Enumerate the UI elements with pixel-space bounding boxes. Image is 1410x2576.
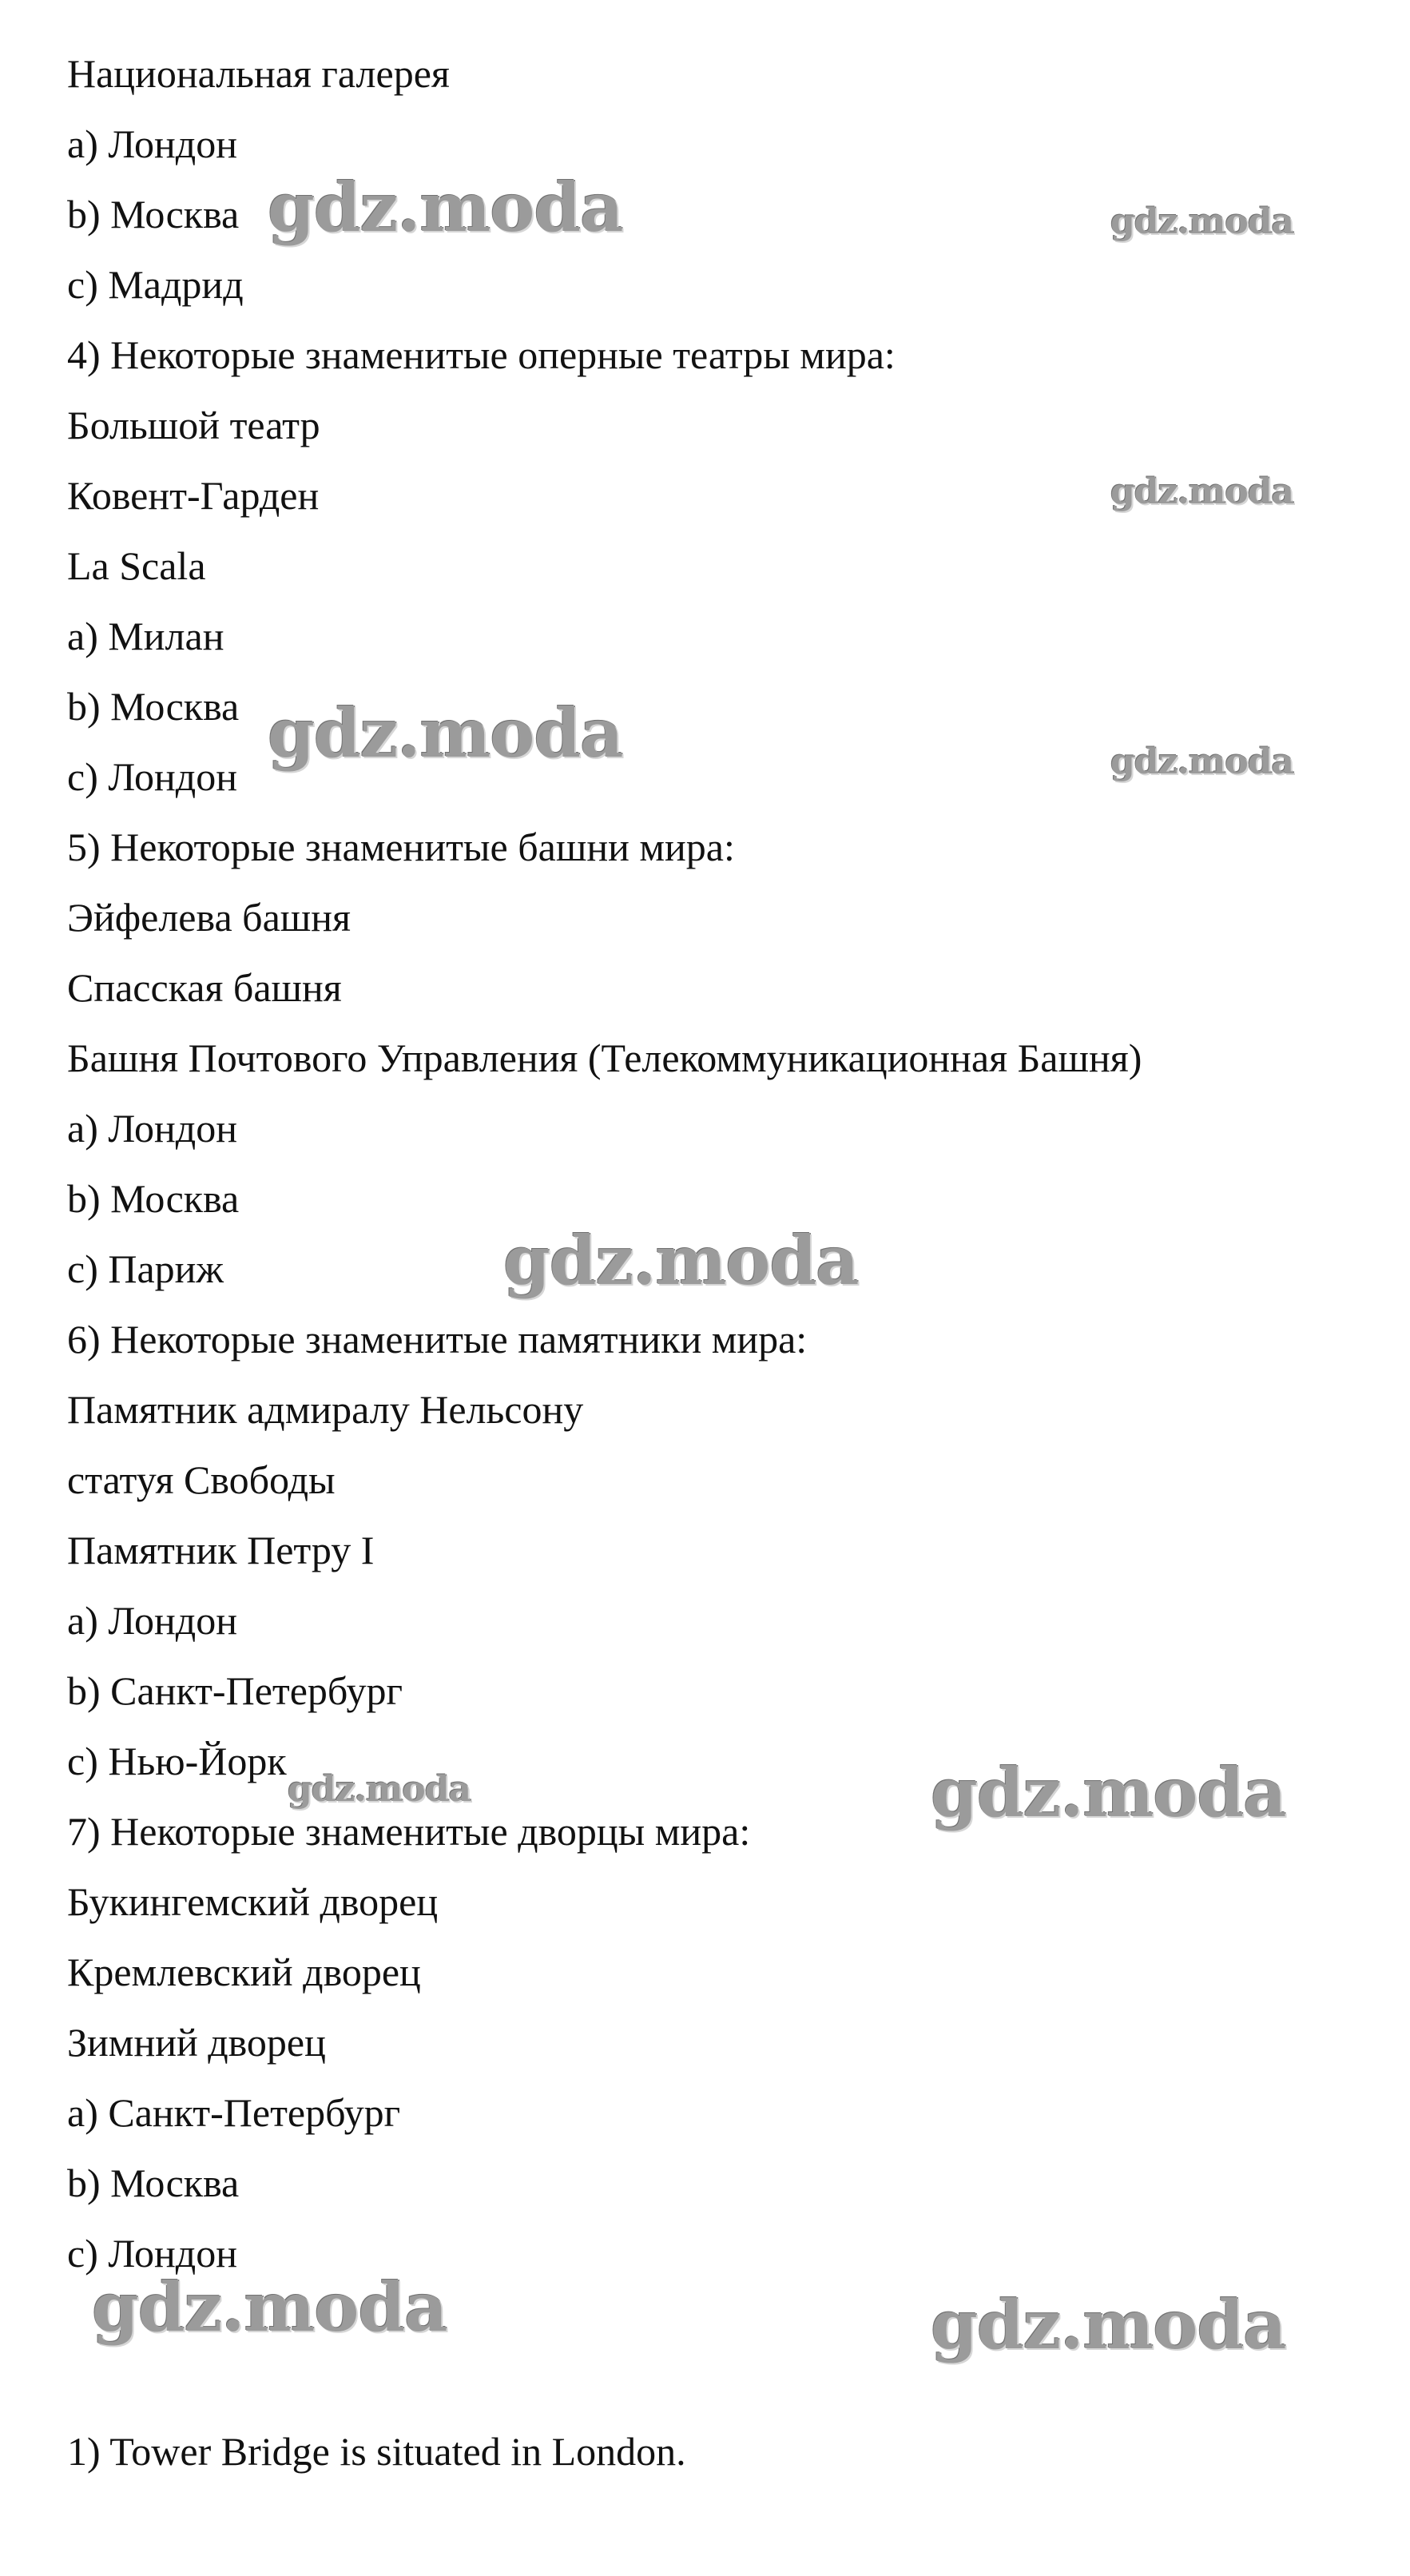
text-line: Зимний дворец [67,2020,326,2065]
text-line: b) Санкт-Петербург [67,1668,403,1713]
watermark-logo: gdz.moda [268,694,623,773]
watermark-logo: gdz.moda [1110,471,1294,512]
section-heading: 6) Некоторые знаменитые памятники мира: [67,1317,808,1362]
text-line: статуя Свободы [67,1457,336,1502]
text-line: а) Лондон [67,1106,237,1151]
watermark-logo: gdz.moda [268,168,623,247]
watermark-logo: gdz.moda [503,1221,859,1300]
text-line: Башня Почтового Управления (Телекоммуникационная Башня) [67,1036,1142,1080]
watermark-logo: gdz.moda [1110,741,1294,782]
text-line: с) Мадрид [67,262,244,307]
watermark-logo: gdz.moda [1110,201,1294,242]
answer-line: 1) Tower Bridge is situated in London. [67,2429,686,2474]
section-heading: 5) Некоторые знаменитые башни мира: [67,825,735,869]
text-line: с) Париж [67,1246,224,1291]
text-line: Большой театр [67,403,320,447]
text-line: Памятник Петру I [67,1528,375,1572]
watermark-logo: gdz.moda [931,1753,1286,1832]
section-heading: 7) Некоторые знаменитые дворцы мира: [67,1809,751,1854]
text-line: а) Санкт-Петербург [67,2090,401,2135]
text-line: с) Лондон [67,754,237,799]
watermark-logo: gdz.moda [92,2268,447,2347]
text-line: Памятник адмиралу Нельсону [67,1387,584,1432]
text-line: b) Москва [67,192,240,237]
text-line: Букингемский дворец [67,1879,439,1924]
text-line: Спасская башня [67,965,342,1010]
text-line: Кремлевский дворец [67,1950,421,1994]
section-heading: 4) Некоторые знаменитые оперные театры мира: [67,332,896,377]
text-line: b) Москва [67,1176,240,1221]
text-line: с) Лондон [67,2231,237,2276]
text-line: Ковент-Гарден [67,473,320,518]
text-line: Национальная галерея [67,51,450,96]
text-line: а) Лондон [67,121,237,166]
text-line: с) Нью-Йорк [67,1739,287,1783]
text-line: Эйфелева башня [67,895,352,940]
text-line: а) Милан [67,614,224,658]
watermark-logo: gdz.moda [288,1769,471,1810]
text-line: а) Лондон [67,1598,237,1643]
text-line: b) Москва [67,2161,240,2205]
text-line: b) Москва [67,684,240,729]
watermark-logo: gdz.moda [931,2285,1286,2364]
text-line: La Scala [67,543,206,588]
